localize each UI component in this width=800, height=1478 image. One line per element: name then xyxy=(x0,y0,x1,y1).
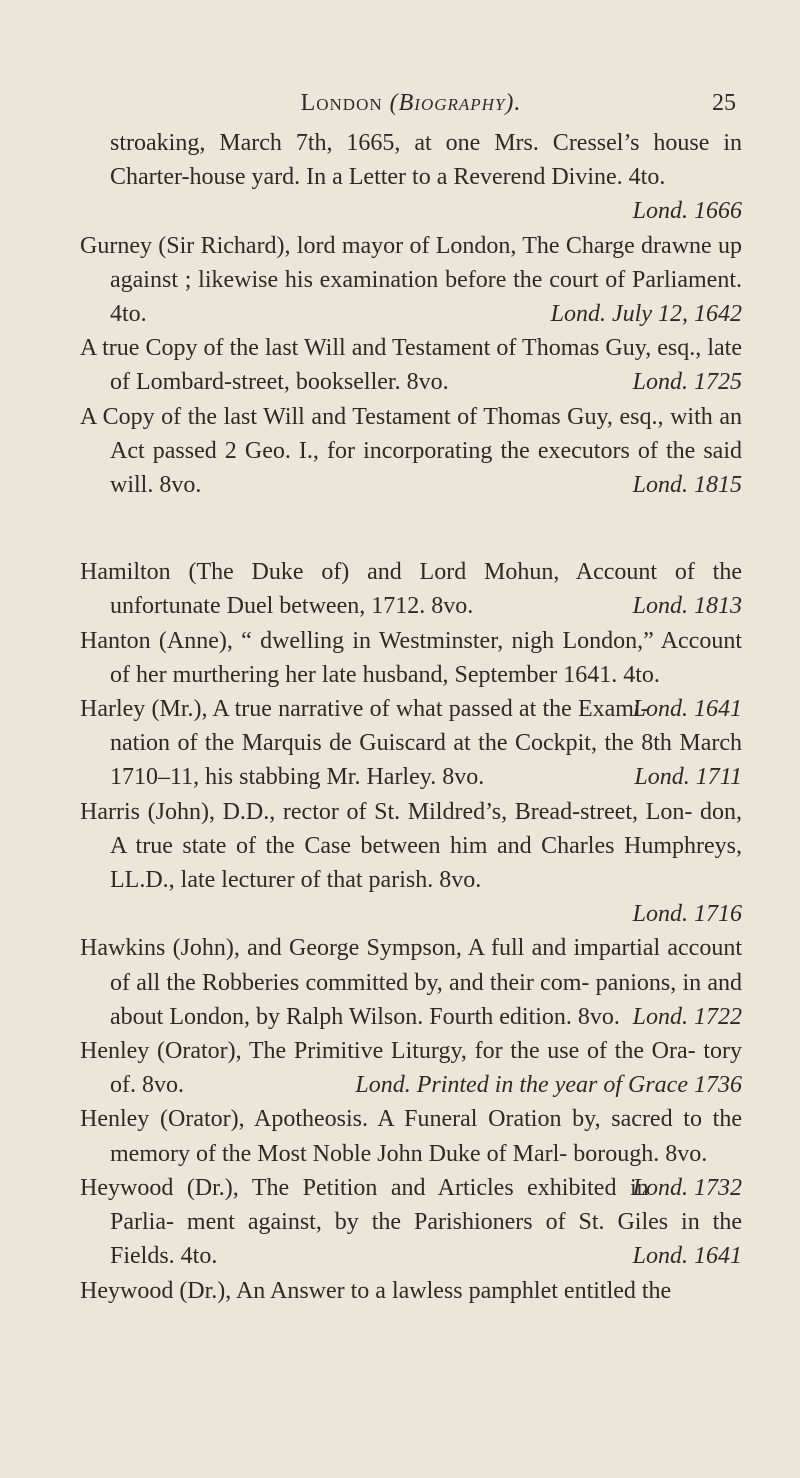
entry-imprint: Lond. 1725 xyxy=(632,369,742,396)
entry-text: Henley (Orator), Apotheosis. A Funeral Oration by, sacred to the memory of the Most Noble John Duke of Marl- borough. 8vo. xyxy=(80,1106,742,1167)
entry-text: Hanton (Anne), “ dwelling in Westminster, nigh London,” Account of her murthering her late husband, September 1641. 4to. xyxy=(80,627,742,688)
entry-text: Heywood (Dr.), The Petition and Articles exhibited in Parlia- ment against, by the Parishioners of St. Giles in the Fields. 4to. xyxy=(80,1174,742,1270)
entry-imprint: Lond. 1815 xyxy=(632,472,742,499)
entry-imprint: Lond. 1716 xyxy=(632,901,742,928)
entry-text: Harley (Mr.), A true narrative of what passed at the Exami- nation of the Marquis de Guiscard at the Cockpit, the 8th March 1710–11, his stabbing Mr. Harley. 8vo. xyxy=(80,696,742,791)
bibliography-entry xyxy=(80,331,742,399)
entry-imprint: Lond. 1722 xyxy=(632,1003,742,1030)
entry-imprint: Lond. 1666 xyxy=(632,198,742,225)
bibliography-entry xyxy=(80,126,742,229)
bibliography-entry xyxy=(80,1102,742,1201)
entry-imprint: Lond. 1641 xyxy=(632,1243,742,1270)
bibliography-entry xyxy=(80,1274,742,1308)
entry-text: Harris (John), D.D., rector of St. Mildred’s, Bread-street, Lon- don, A true state of the Case between him and Charles Humphreys, LL.D., late lecturer of that parish. 8vo. xyxy=(80,798,742,894)
entry-imprint: Lond. Printed in the year of Grace 1736 xyxy=(355,1072,742,1099)
bibliography-entry xyxy=(80,931,742,1034)
entry-text: Hamilton (The Duke of) and Lord Mohun, Account of the unfortunate Duel between, 1712. 8vo. xyxy=(80,559,742,620)
entry-text: Heywood (Dr.), An Answer to a lawless pamphlet entitled the xyxy=(80,1277,672,1304)
book-page xyxy=(0,90,800,1478)
entry-text: stroaking, March 7th, 1665, at one Mrs. Cressel’s house in Charter-house yard. In a Letter to a Reverend Divine. 4to. xyxy=(110,130,742,191)
entry-text: Gurney (Sir Richard), lord mayor of London, The Charge drawne up against ; likewise his examination before the court of Parliament. 4to. xyxy=(80,232,742,328)
entry-imprint: Lond. 1732 xyxy=(632,1174,742,1201)
bibliography-entry xyxy=(80,1034,742,1102)
page-number: 25 xyxy=(712,90,736,116)
entry-imprint: Lond. July 12, 1642 xyxy=(550,301,742,328)
bibliography-entries xyxy=(80,126,742,1308)
entry-text: Henley (Orator), The Primitive Liturgy, for the use of the Ora- tory of. 8vo. xyxy=(80,1038,742,1099)
bibliography-entry xyxy=(80,795,742,932)
entry-text: A true Copy of the last Will and Testament of Thomas Guy, esq., late of Lombard-street, bookseller. 8vo. xyxy=(80,335,742,396)
bibliography-entry xyxy=(80,1171,742,1274)
entry-imprint: Lond. 1641 xyxy=(632,696,742,723)
bibliography-entry xyxy=(80,400,742,503)
entry-text: A Copy of the last Will and Testament of Thomas Guy, esq., with an Act passed 2 Geo. I., for incorporating the executors of the said will. 8vo. xyxy=(80,403,742,499)
entry-imprint: Lond. 1813 xyxy=(632,593,742,620)
running-title xyxy=(80,90,742,117)
running-title-main: London xyxy=(300,90,383,116)
running-title-sub: (Biography). xyxy=(389,90,522,116)
running-head xyxy=(80,90,742,124)
bibliography-entry xyxy=(80,555,742,623)
bibliography-entry xyxy=(80,692,742,795)
entry-text: Hawkins (John), and George Sympson, A full and impartial account of all the Robberies committed by, and their com- panions, in and about London, by Ralph Wilson. Fourth edition. 8vo. xyxy=(80,935,742,1030)
bibliography-entry xyxy=(80,624,742,723)
bibliography-entry xyxy=(80,229,742,332)
section-gap xyxy=(80,502,742,555)
entry-imprint: Lond. 1711 xyxy=(634,764,742,791)
